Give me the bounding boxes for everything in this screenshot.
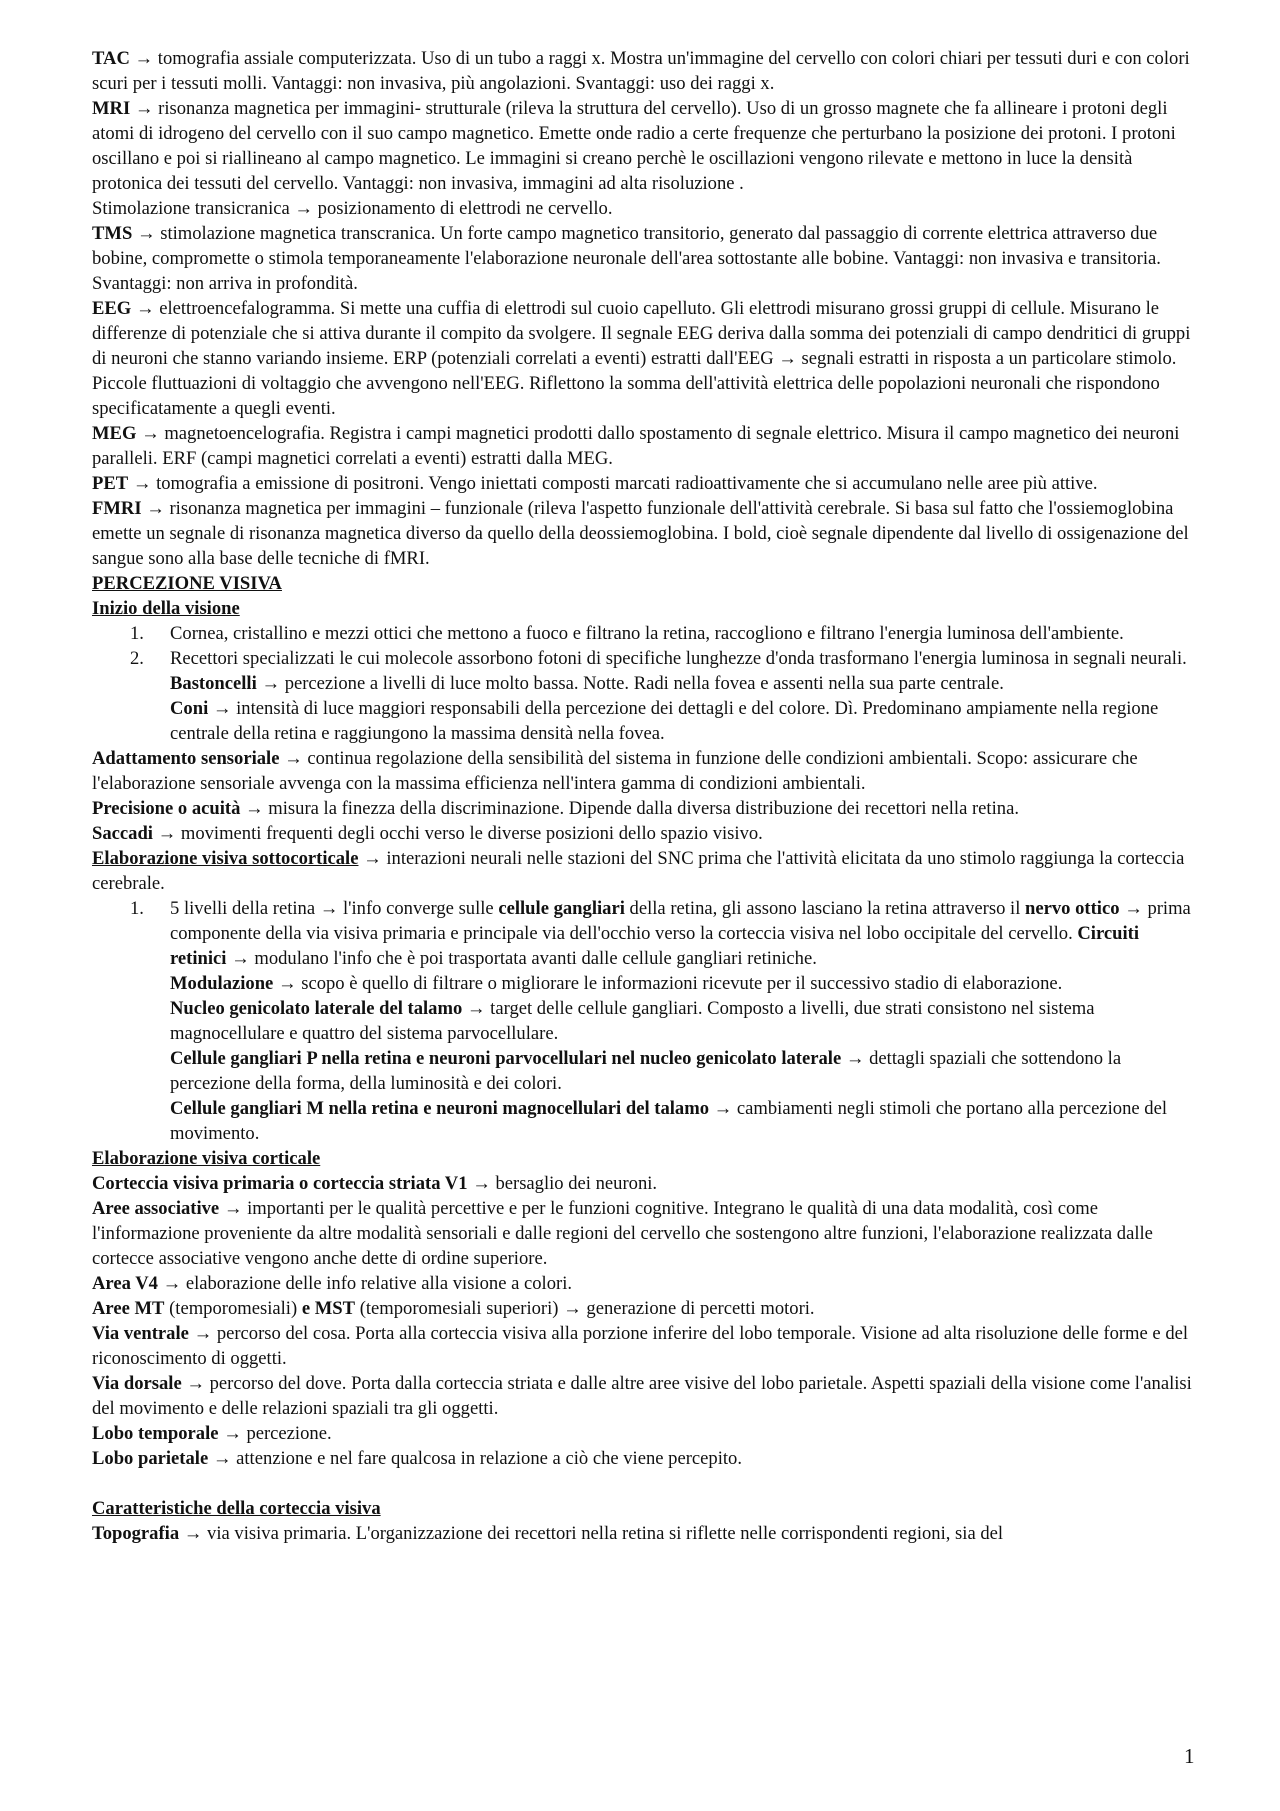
paragraph-via-ventrale: Via ventrale → percorso del cosa. Porta alla corteccia visiva alla porzione inferire del lobo temporale. Visione ad alta risoluzione delle forme e del riconoscimento di oggetti.	[92, 1323, 1189, 1369]
paragraph-cellule-p: Cellule gangliari P nella retina e neuroni parvocellulari nel nucleo genicolato laterale → dettagli spaziali che sottendono la percezione della forma, della luminosità e dei colori.	[170, 1048, 1122, 1094]
paragraph-topografia: Topografia → via visiva primaria. L'organizzazione dei recettori nella retina si riflette nelle corrispondenti regioni, sia del	[92, 1523, 1004, 1544]
term-v4: Area V4	[92, 1273, 158, 1294]
arrow-icon: →	[1124, 898, 1143, 919]
paragraph-v1: Corteccia visiva primaria o corteccia striata V1 → bersaglio dei neuroni.	[92, 1173, 658, 1194]
paragraph-v4: Area V4 → elaborazione delle info relative alla visione a colori.	[92, 1273, 573, 1294]
arrow-icon: →	[134, 48, 154, 69]
paragraph-pet: PET → tomografia a emissione di positroni. Vengo iniettati composti marcati radioattivamente che si accumulano nelle aree più attive.	[92, 473, 1098, 494]
term-mri: MRI	[92, 98, 131, 119]
term-aree-associative: Aree associative	[92, 1198, 220, 1219]
paragraph-adattamento: Adattamento sensoriale → continua regolazione della sensibilità del sistema in funzione delle condizioni ambientali. Scopo: assicurare che l'elaborazione sensoriale avvenga con la massima efficienza nell'intera gamma di condizioni ambientali.	[92, 748, 1138, 794]
term-cellule-p: Cellule gangliari P nella retina e neuroni parvocellulari nel nucleo genicolato laterale	[170, 1048, 842, 1069]
paragraph-coni: Coni → intensità di luce maggiori responsabili della percezione dei dettagli e del colore. Dì. Predominano ampiamente nella regione centrale della retina e raggiungono la massima densità nella fovea.	[170, 698, 1159, 744]
term-stimolazione: Stimolazione transicranica	[92, 198, 290, 219]
paragraph-via-dorsale: Via dorsale → percorso del dove. Porta dalla corteccia striata e dalle altre aree visive del lobo parietale. Aspetti spaziali della visione come l'analisi del movimento e delle relazioni spaziali tra gli oggetti.	[92, 1373, 1192, 1419]
arrow-icon: →	[132, 473, 152, 494]
document-page	[92, 46, 1192, 1546]
paragraph-eeg: EEG → elettroencefalogramma. Si mette una cuffia di elettrodi sul cuoio capelluto. Gli elettrodi misurano grossi gruppi di cellule. Misurano le differenze di potenziale che si attiva durante il compito da svolgere. Il segnale EEG deriva dalla somma dei potenziali di campo dendritici di gruppi di neuroni che stanno variando insieme. ERP (potenziali correlati a eventi) estratti dall'EEG → segnali estratti in risposta a un particolare stimolo. Piccole fluttuazioni di voltaggio che avvengono nell'EEG. Riflettono la somma dell'attività elettrica delle popolazioni neuronali che rispondono specificatamente a quegli eventi.	[92, 298, 1191, 419]
term-lobo-temporale: Lobo temporale	[92, 1423, 219, 1444]
term-meg: MEG	[92, 423, 137, 444]
term-nucleo-genicolato: Nucleo genicolato laterale del talamo	[170, 998, 463, 1019]
term-coni: Coni	[170, 698, 209, 719]
arrow-icon: →	[135, 298, 155, 319]
paragraph-mt-mst: Aree MT (temporomesiali) e MST (temporomesiali superiori) → generazione di percetti motori.	[92, 1298, 815, 1319]
arrow-icon: →	[157, 823, 177, 844]
arrow-icon: →	[223, 1198, 243, 1219]
heading-inizio-visione: Inizio della visione	[92, 598, 240, 619]
arrow-icon: →	[284, 748, 303, 769]
paragraph-meg: MEG → magnetoencelografia. Registra i campi magnetici prodotti dallo spostamento di segnale elettrico. Misura il campo magnetico dei neuroni paralleli. ERF (campi magnetici correlati a eventi) estratti dalla MEG.	[92, 423, 1180, 469]
term-elaborazione-sottocorticale: Elaborazione visiva sottocorticale	[92, 848, 359, 869]
term-lobo-parietale: Lobo parietale	[92, 1448, 209, 1469]
arrow-icon: →	[319, 898, 339, 919]
arrow-icon: →	[162, 1273, 182, 1294]
blank-line	[92, 1471, 1192, 1496]
arrow-icon: →	[363, 848, 382, 869]
term-cellule-gangliari: cellule gangliari	[498, 898, 625, 919]
arrow-icon: →	[472, 1173, 491, 1194]
term-modulazione: Modulazione	[170, 973, 274, 994]
term-via-ventrale: Via ventrale	[92, 1323, 189, 1344]
term-nervo-ottico: nervo ottico	[1025, 898, 1120, 919]
paragraph-nucleo-genicolato: Nucleo genicolato laterale del talamo → target delle cellule gangliari. Composto a livelli, due strati consistono nel sistema magnocellulare e quattro del sistema parvocellulare.	[170, 998, 1095, 1044]
arrow-icon: →	[845, 1048, 865, 1069]
paragraph-tms: TMS → stimolazione magnetica transcranica. Un forte campo magnetico transitorio, generato dal passaggio di corrente elettrica attraverso due bobine, compromette o stimola temporaneamente l'elaborazione neuronale dell'area sottostante alle bobine. Vantaggi: non invasiva e transitoria. Svantaggi: non arriva in profondità.	[92, 223, 1161, 294]
paragraph-modulazione: Modulazione → scopo è quello di filtrare o migliorare le informazioni ricevute per il successivo stadio di elaborazione.	[170, 973, 1063, 994]
arrow-icon: →	[294, 198, 313, 219]
arrow-icon: →	[146, 498, 165, 519]
list-inizio-visione	[92, 621, 1192, 671]
paragraph-precisione: Precisione o acuità → misura la finezza della discriminazione. Dipende dalla diversa distribuzione dei recettori nella retina.	[92, 798, 1019, 819]
paragraph-tac: TAC → tomografia assiale computerizzata. Uso di un tubo a raggi x. Mostra un'immagine del cervello con colori chiari per tessuti duri e con colori scuri per i tessuti molli. Vantaggi: non invasiva, più angolazioni. Svantaggi: uso dei raggi x.	[92, 48, 1190, 94]
term-cellule-m: Cellule gangliari M nella retina e neuroni magnocellulari del talamo	[170, 1098, 710, 1119]
arrow-icon: →	[183, 1523, 203, 1544]
arrow-icon: →	[223, 1423, 242, 1444]
heading-percezione-visiva: PERCEZIONE VISIVA	[92, 573, 282, 594]
term-tac: TAC	[92, 48, 130, 69]
arrow-icon: →	[212, 698, 232, 719]
arrow-icon: →	[136, 223, 156, 244]
term-v1: Corteccia visiva primaria o corteccia striata V1	[92, 1173, 468, 1194]
arrow-icon: →	[245, 798, 264, 819]
term-fmri: FMRI	[92, 498, 142, 519]
term-pet: PET	[92, 473, 129, 494]
arrow-icon: →	[134, 98, 154, 119]
term-tms: TMS	[92, 223, 133, 244]
term-eeg: EEG	[92, 298, 132, 319]
list-item: 1. Cornea, cristallino e mezzi ottici che mettono a fuoco e filtrano la retina, raccogliono e filtrano l'energia luminosa dell'ambiente.	[130, 623, 1124, 644]
page-number: 1	[1184, 1744, 1195, 1768]
term-mt: Aree MT	[92, 1298, 165, 1319]
arrow-icon: →	[778, 348, 797, 369]
arrow-icon: →	[261, 673, 281, 694]
arrow-icon: →	[563, 1298, 582, 1319]
paragraph-bastoncelli: Bastoncelli → percezione a livelli di luce molto bassa. Notte. Radi nella fovea e assenti nella sua parte centrale.	[170, 673, 1004, 694]
heading-elaborazione-corticale: Elaborazione visiva corticale	[92, 1148, 321, 1169]
paragraph-fmri: FMRI → risonanza magnetica per immagini – funzionale (rileva l'aspetto funzionale dell'attività cerebrale. Si basa sul fatto che l'ossiemoglobina emette un segnale di risonanza magnetica diverso da quello della deossiemoglobina. I bold, cioè segnale dipendente dal livello di ossigenazione del sangue sono alla base delle tecniche di fMRI.	[92, 498, 1189, 569]
paragraph-lobo-parietale: Lobo parietale → attenzione e nel fare qualcosa in relazione a ciò che viene percepito.	[92, 1448, 742, 1469]
paragraph-mri: MRI → risonanza magnetica per immagini- strutturale (rileva la struttura del cervello). Uso di un grosso magnete che fa allineare i protoni degli atomi di idrogeno del cervello con il suo campo magnetico. Emette onde radio a certe frequenze che perturbano la posizione dei protoni. I protoni oscillano e poi si riallineano al campo magnetico. Le immagini si creano perchè le oscillazioni vengono rilevate e mettono in luce la densità protonica dei tessuti del cervello. Vantaggi: non invasiva, immagini ad alta risoluzione .	[92, 98, 1176, 194]
arrow-icon: →	[713, 1098, 733, 1119]
arrow-icon: →	[466, 998, 486, 1019]
arrow-icon: →	[186, 1373, 205, 1394]
list-item: 1. 5 livelli della retina → l'info converge sulle cellule gangliari della retina, gli assono lasciano la retina attraverso il nervo ottico → prima componente della via visiva primaria e principale via dell'occhio verso la corteccia visiva nel lobo occipitale del cervello. Circuiti retinici → modulano l'info che è poi trasportata avanti dalle cellule gangliari retiniche.	[130, 898, 1191, 969]
term-adattamento: Adattamento sensoriale	[92, 748, 280, 769]
heading-caratteristiche: Caratteristiche della corteccia visiva	[92, 1498, 381, 1519]
paragraph-aree-associative: Aree associative → importanti per le qualità percettive e per le funzioni cognitive. Integrano le qualità di una data modalità, così come l'informazione proveniente da altre modalità sensoriali e dalle regioni del cervello che sostengono altre funzioni, l'elaborazione realizzata dalle cortecce associative vengono anche dette di ordine superiore.	[92, 1198, 1153, 1269]
term-precisione: Precisione o acuità	[92, 798, 241, 819]
term-topografia: Topografia	[92, 1523, 180, 1544]
term-mst: e MST	[301, 1298, 356, 1319]
arrow-icon: →	[212, 1448, 232, 1469]
term-via-dorsale: Via dorsale	[92, 1373, 182, 1394]
arrow-icon: →	[277, 973, 297, 994]
paragraph-cellule-m: Cellule gangliari M nella retina e neuroni magnocellulari del talamo → cambiamenti negli stimoli che portano alla percezione del movimento.	[170, 1098, 1167, 1144]
arrow-icon: →	[231, 948, 250, 969]
paragraph-saccadi: Saccadi → movimenti frequenti degli occhi verso le diverse posizioni dello spazio visivo.	[92, 823, 763, 844]
term-circuiti-retinici: Circuiti retinici	[170, 923, 1140, 969]
arrow-icon: →	[193, 1323, 213, 1344]
paragraph-stimolazione: Stimolazione transicranica → posizionamento di elettrodi ne cervello.	[92, 198, 613, 219]
paragraph-elaborazione-sottocorticale: Elaborazione visiva sottocorticale → interazioni neurali nelle stazioni del SNC prima che l'attività elicitata da uno stimolo raggiunga la corteccia cerebrale.	[92, 848, 1185, 894]
list-item: 2. Recettori specializzati le cui molecole assorbono fotoni di specifiche lunghezze d'onda trasformano l'energia luminosa in segnali neurali.	[130, 648, 1187, 669]
arrow-icon: →	[141, 423, 160, 444]
paragraph-lobo-temporale: Lobo temporale → percezione.	[92, 1423, 332, 1444]
term-saccadi: Saccadi	[92, 823, 153, 844]
term-bastoncelli: Bastoncelli	[170, 673, 257, 694]
list-sottocorticale	[92, 896, 1192, 971]
